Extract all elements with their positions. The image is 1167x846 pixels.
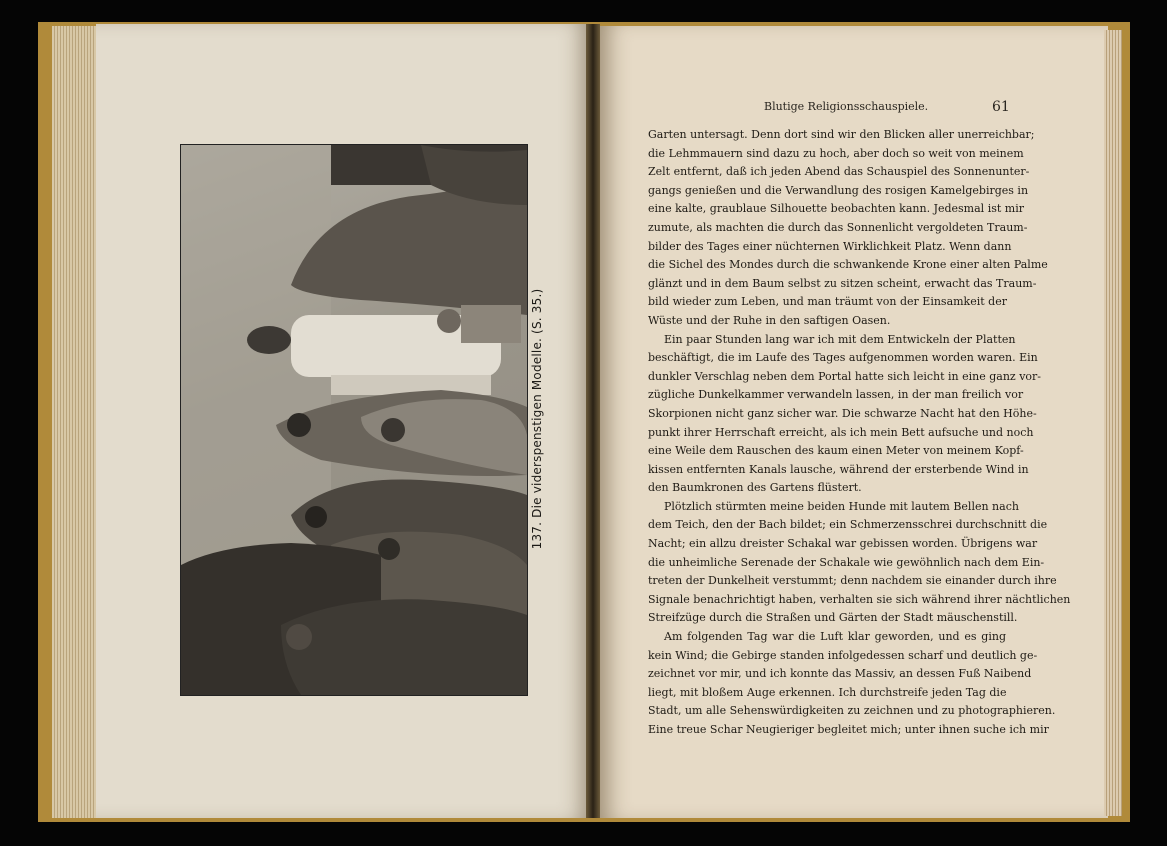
book-gutter <box>586 24 600 818</box>
page-number: 61 <box>992 99 1010 115</box>
photograph-image <box>181 145 527 695</box>
text-line: dem Teich, den der Bach bildet; ein Schmerzensschrei durchschnitt die <box>648 518 1048 532</box>
text-line: liegt, mit bloßem Auge erkennen. Ich durchstreife jeden Tag die <box>648 685 1007 699</box>
body-text <box>648 126 1071 740</box>
page-edges-left <box>52 26 98 818</box>
text-line: bild wieder zum Leben, und man träumt von der Einsamkeit der <box>648 295 1007 309</box>
text-line: Plötzlich stürmten meine beiden Hunde mit lautem Bellen nach <box>664 499 1019 513</box>
photo-caption-text: 137. Die viderspenstigen Modelle. (S. 35.) <box>530 288 544 550</box>
text-line: Am folgenden Tag war die Luft klar geworden, und es ging <box>664 630 1006 644</box>
text-line: Skorpionen nicht ganz sicher war. Die schwarze Nacht hat den Höhe- <box>648 406 1037 420</box>
text-line: kein Wind; die Gebirge standen infolgedessen scharf und deutlich ge- <box>648 648 1038 662</box>
text-line: Streifzüge durch die Straßen und Gärten der Stadt mäuschenstill. <box>648 611 1018 625</box>
text-line: Garten untersagt. Denn dort sind wir den Blicken aller unerreichbar; <box>648 128 1035 141</box>
page-edges-right <box>1104 30 1122 816</box>
text-line: glänzt und in dem Baum selbst zu sitzen scheint, erwacht das Traum- <box>648 276 1037 290</box>
text-line: die unheimliche Serenade der Schakale wie gewöhnlich nach dem Ein- <box>648 555 1045 569</box>
text-line: eine Weile dem Rauschen des kaum einen Meter von meinem Kopf- <box>648 444 1024 458</box>
text-line: dunkler Verschlag neben dem Portal hatte sich leicht in eine ganz vor- <box>648 369 1042 383</box>
text-line: Ein paar Stunden lang war ich mit dem Entwickeln der Platten <box>664 332 1016 346</box>
photo-caption <box>528 144 546 694</box>
photograph-plate <box>180 144 528 696</box>
text-line: Signale benachrichtigt haben, verhalten sie sich während ihrer nächtlichen <box>648 592 1071 606</box>
text-line: Zelt entfernt, daß ich jeden Abend das Schauspiel des Sonnenunter- <box>648 165 1030 179</box>
text-line: zügliche Dunkelkammer verwandeln lassen, in der man freilich vor <box>648 388 1024 402</box>
text-line: zeichnet vor mir, und ich konnte das Massiv, an dessen Fuß Naibend <box>648 667 1032 681</box>
text-line: punkt ihrer Herrschaft erreicht, als ich mein Bett aufsuche und noch <box>648 425 1034 439</box>
text-line: beschäftigt, die im Laufe des Tages aufgenommen worden waren. Ein <box>648 351 1038 365</box>
text-line: zumute, als machten die durch das Sonnenlicht vergoldeten Traum- <box>648 220 1028 234</box>
text-line: treten der Dunkelheit verstummt; denn nachdem sie einander durch ihre <box>648 574 1057 588</box>
text-line: Wüste und der Ruhe in den saftigen Oasen. <box>648 313 891 327</box>
text-line: Nacht; ein allzu dreister Schakal war gebissen worden. Übrigens war <box>648 537 1038 551</box>
text-line: bilder des Tages einer nüchternen Wirklichkeit Platz. Wenn dann <box>648 239 1012 253</box>
text-line: gangs genießen und die Verwandlung des rosigen Kamelgebirges in <box>648 183 1029 197</box>
text-line: die Lehmmauern sind dazu zu hoch, aber doch so weit von meinem <box>648 146 1024 160</box>
text-line: eine kalte, graublaue Silhouette beobachten kann. Jedesmal ist mir <box>648 202 1024 216</box>
text-line: den Baumkronen des Gartens flüstert. <box>648 481 862 495</box>
text-line: die Sichel des Mondes durch die schwankende Krone einer alten Palme <box>648 258 1048 272</box>
running-head: Blutige Religionsschauspiele. <box>764 100 929 113</box>
text-line: Eine treue Schar Neugieriger begleitet mich; unter ihnen suche ich mir <box>648 723 1049 736</box>
text-line: Stadt, um alle Sehenswürdigkeiten zu zeichnen und zu photographieren. <box>648 704 1056 718</box>
text-line: kissen entfernten Kanals lausche, während der ersterbende Wind in <box>648 462 1029 476</box>
